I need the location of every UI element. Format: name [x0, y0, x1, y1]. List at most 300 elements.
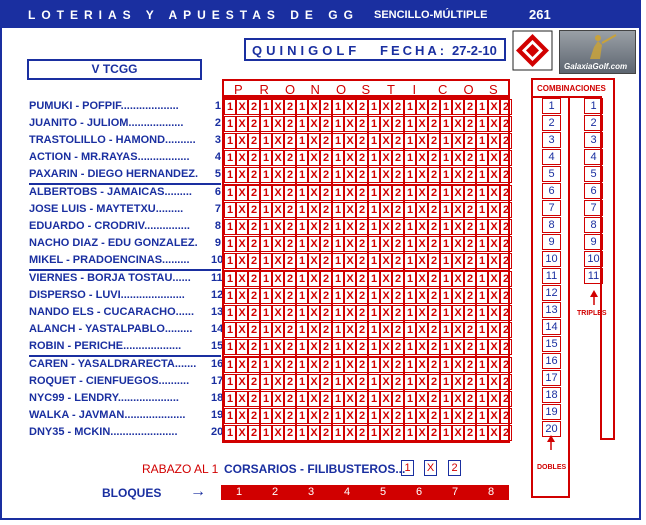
prediction-cell[interactable]: X — [452, 391, 464, 407]
prediction-cell[interactable]: X — [452, 99, 464, 115]
prediction-cell[interactable]: 1 — [440, 357, 452, 373]
prediction-cell[interactable]: X — [488, 374, 500, 390]
prediction-cell[interactable]: 1 — [260, 116, 272, 132]
prediction-cell[interactable]: 1 — [332, 219, 344, 235]
prediction-cell[interactable]: 2 — [320, 116, 332, 132]
dobles-box[interactable]: 15 — [542, 336, 561, 352]
prediction-cell[interactable]: 1 — [440, 99, 452, 115]
prediction-cell[interactable]: 2 — [320, 219, 332, 235]
prediction-cell[interactable]: X — [308, 133, 320, 149]
prediction-cell[interactable]: 2 — [392, 167, 404, 183]
prediction-cell[interactable]: X — [488, 150, 500, 166]
prediction-cell[interactable]: 1 — [296, 288, 308, 304]
rabazo-option-x[interactable]: X — [424, 460, 437, 476]
prediction-cell[interactable]: 1 — [224, 167, 236, 183]
prediction-cell[interactable]: 2 — [356, 99, 368, 115]
prediction-cell[interactable]: 1 — [224, 374, 236, 390]
prediction-cell[interactable]: 1 — [440, 425, 452, 441]
prediction-cell[interactable]: 2 — [356, 288, 368, 304]
prediction-cell[interactable]: 1 — [404, 116, 416, 132]
prediction-cell[interactable]: 1 — [260, 185, 272, 201]
dobles-box[interactable]: 19 — [542, 404, 561, 420]
prediction-cell[interactable]: 1 — [260, 305, 272, 321]
prediction-cell[interactable]: 2 — [428, 374, 440, 390]
prediction-cell[interactable]: X — [452, 305, 464, 321]
prediction-cell[interactable]: X — [272, 288, 284, 304]
prediction-cell[interactable]: 2 — [500, 99, 512, 115]
prediction-cell[interactable]: X — [236, 150, 248, 166]
prediction-cell[interactable]: X — [488, 202, 500, 218]
prediction-cell[interactable]: 2 — [320, 167, 332, 183]
prediction-cell[interactable]: 1 — [224, 271, 236, 287]
prediction-cell[interactable]: 2 — [428, 408, 440, 424]
dobles-box[interactable]: 6 — [542, 183, 561, 199]
prediction-cell[interactable]: 2 — [392, 339, 404, 355]
prediction-cell[interactable]: 2 — [356, 253, 368, 269]
prediction-cell[interactable]: X — [488, 357, 500, 373]
prediction-cell[interactable]: X — [452, 219, 464, 235]
prediction-cell[interactable]: 1 — [296, 391, 308, 407]
prediction-cell[interactable]: 2 — [392, 202, 404, 218]
prediction-cell[interactable]: 2 — [356, 219, 368, 235]
prediction-cell[interactable]: X — [344, 253, 356, 269]
prediction-cell[interactable]: 2 — [284, 322, 296, 338]
prediction-cell[interactable]: 2 — [500, 322, 512, 338]
prediction-cell[interactable]: X — [272, 116, 284, 132]
prediction-cell[interactable]: 2 — [356, 202, 368, 218]
prediction-cell[interactable]: 2 — [284, 374, 296, 390]
prediction-cell[interactable]: 1 — [332, 202, 344, 218]
rabazo-option-1[interactable]: 1 — [401, 460, 414, 476]
prediction-cell[interactable]: 1 — [476, 305, 488, 321]
prediction-cell[interactable]: 2 — [320, 271, 332, 287]
prediction-cell[interactable]: 2 — [428, 236, 440, 252]
prediction-cell[interactable]: 2 — [464, 202, 476, 218]
prediction-cell[interactable]: 2 — [320, 357, 332, 373]
prediction-cell[interactable]: 1 — [440, 219, 452, 235]
prediction-cell[interactable]: 2 — [284, 219, 296, 235]
prediction-cell[interactable]: 1 — [476, 425, 488, 441]
prediction-cell[interactable]: 1 — [440, 167, 452, 183]
prediction-cell[interactable]: 1 — [368, 374, 380, 390]
prediction-cell[interactable]: X — [272, 150, 284, 166]
prediction-cell[interactable]: 2 — [248, 391, 260, 407]
prediction-cell[interactable]: X — [452, 374, 464, 390]
prediction-cell[interactable]: 2 — [320, 425, 332, 441]
prediction-cell[interactable]: 1 — [476, 339, 488, 355]
prediction-cell[interactable]: 1 — [260, 288, 272, 304]
prediction-cell[interactable]: 2 — [248, 185, 260, 201]
prediction-cell[interactable]: 2 — [356, 425, 368, 441]
prediction-cell[interactable]: 2 — [248, 202, 260, 218]
prediction-cell[interactable]: 2 — [428, 339, 440, 355]
prediction-cell[interactable]: 2 — [428, 288, 440, 304]
prediction-cell[interactable]: 2 — [500, 408, 512, 424]
prediction-cell[interactable]: X — [452, 288, 464, 304]
prediction-cell[interactable]: X — [272, 99, 284, 115]
prediction-cell[interactable]: 1 — [296, 305, 308, 321]
prediction-cell[interactable]: X — [272, 357, 284, 373]
prediction-cell[interactable]: 1 — [224, 305, 236, 321]
prediction-cell[interactable]: X — [236, 253, 248, 269]
prediction-cell[interactable]: 2 — [392, 236, 404, 252]
prediction-cell[interactable]: 2 — [500, 202, 512, 218]
prediction-cell[interactable]: 1 — [296, 271, 308, 287]
prediction-cell[interactable]: 1 — [440, 374, 452, 390]
prediction-cell[interactable]: 1 — [224, 425, 236, 441]
prediction-cell[interactable]: 1 — [368, 116, 380, 132]
prediction-cell[interactable]: 1 — [404, 357, 416, 373]
prediction-cell[interactable]: 1 — [332, 167, 344, 183]
prediction-cell[interactable]: 2 — [320, 408, 332, 424]
prediction-cell[interactable]: 1 — [476, 408, 488, 424]
triples-box[interactable]: 5 — [584, 166, 603, 182]
prediction-cell[interactable]: 2 — [500, 150, 512, 166]
prediction-cell[interactable]: X — [452, 271, 464, 287]
prediction-cell[interactable]: 1 — [368, 305, 380, 321]
prediction-cell[interactable]: 2 — [464, 167, 476, 183]
prediction-cell[interactable]: X — [380, 253, 392, 269]
prediction-cell[interactable]: 2 — [356, 339, 368, 355]
prediction-cell[interactable]: 2 — [284, 133, 296, 149]
prediction-cell[interactable]: 2 — [320, 99, 332, 115]
prediction-cell[interactable]: 2 — [392, 116, 404, 132]
prediction-cell[interactable]: 1 — [224, 357, 236, 373]
prediction-cell[interactable]: 2 — [428, 322, 440, 338]
prediction-cell[interactable]: X — [308, 391, 320, 407]
triples-box[interactable]: 1 — [584, 98, 603, 114]
prediction-cell[interactable]: 2 — [320, 391, 332, 407]
prediction-cell[interactable]: 1 — [332, 408, 344, 424]
prediction-cell[interactable]: 2 — [392, 408, 404, 424]
prediction-cell[interactable]: 1 — [224, 99, 236, 115]
prediction-cell[interactable]: X — [452, 116, 464, 132]
prediction-cell[interactable]: X — [236, 425, 248, 441]
prediction-cell[interactable]: 1 — [476, 167, 488, 183]
prediction-cell[interactable]: 1 — [440, 408, 452, 424]
prediction-cell[interactable]: 1 — [476, 150, 488, 166]
prediction-cell[interactable]: 1 — [296, 133, 308, 149]
prediction-cell[interactable]: X — [488, 236, 500, 252]
prediction-cell[interactable]: X — [272, 236, 284, 252]
prediction-cell[interactable]: 2 — [428, 357, 440, 373]
prediction-cell[interactable]: X — [488, 99, 500, 115]
prediction-cell[interactable]: 1 — [404, 305, 416, 321]
prediction-cell[interactable]: 2 — [392, 150, 404, 166]
prediction-cell[interactable]: 1 — [368, 150, 380, 166]
prediction-cell[interactable]: 2 — [284, 339, 296, 355]
prediction-cell[interactable]: 1 — [332, 185, 344, 201]
prediction-cell[interactable]: X — [416, 408, 428, 424]
prediction-cell[interactable]: X — [452, 150, 464, 166]
prediction-cell[interactable]: X — [272, 202, 284, 218]
prediction-cell[interactable]: 1 — [332, 150, 344, 166]
prediction-cell[interactable]: X — [488, 219, 500, 235]
prediction-cell[interactable]: X — [344, 202, 356, 218]
bloque-button[interactable]: 8 — [473, 485, 509, 500]
prediction-cell[interactable]: 2 — [500, 167, 512, 183]
prediction-cell[interactable]: 2 — [428, 116, 440, 132]
prediction-cell[interactable]: X — [380, 408, 392, 424]
bloque-button[interactable]: 6 — [401, 485, 437, 500]
prediction-cell[interactable]: X — [488, 133, 500, 149]
prediction-cell[interactable]: 2 — [248, 357, 260, 373]
prediction-cell[interactable]: X — [272, 185, 284, 201]
prediction-cell[interactable]: 2 — [464, 408, 476, 424]
prediction-cell[interactable]: X — [236, 116, 248, 132]
prediction-cell[interactable]: 1 — [296, 425, 308, 441]
prediction-cell[interactable]: 2 — [428, 271, 440, 287]
prediction-cell[interactable]: 1 — [332, 339, 344, 355]
bloque-button[interactable]: 7 — [437, 485, 473, 500]
prediction-cell[interactable]: 1 — [476, 391, 488, 407]
prediction-cell[interactable]: X — [416, 236, 428, 252]
prediction-cell[interactable]: 2 — [320, 185, 332, 201]
prediction-cell[interactable]: 2 — [428, 219, 440, 235]
prediction-cell[interactable]: 1 — [260, 253, 272, 269]
prediction-cell[interactable]: X — [452, 185, 464, 201]
prediction-cell[interactable]: 1 — [332, 253, 344, 269]
prediction-cell[interactable]: 1 — [368, 322, 380, 338]
prediction-cell[interactable]: 1 — [440, 322, 452, 338]
prediction-cell[interactable]: X — [308, 150, 320, 166]
prediction-cell[interactable]: 2 — [428, 185, 440, 201]
triples-box[interactable]: 10 — [584, 251, 603, 267]
prediction-cell[interactable]: X — [344, 408, 356, 424]
prediction-cell[interactable]: 2 — [284, 185, 296, 201]
triples-box[interactable]: 6 — [584, 183, 603, 199]
prediction-cell[interactable]: 1 — [224, 408, 236, 424]
prediction-cell[interactable]: 2 — [392, 185, 404, 201]
prediction-cell[interactable]: 1 — [296, 374, 308, 390]
prediction-cell[interactable]: 2 — [464, 185, 476, 201]
prediction-cell[interactable]: X — [236, 408, 248, 424]
prediction-cell[interactable]: X — [308, 288, 320, 304]
prediction-cell[interactable]: 2 — [500, 185, 512, 201]
dobles-box[interactable]: 5 — [542, 166, 561, 182]
prediction-cell[interactable]: 1 — [440, 339, 452, 355]
prediction-cell[interactable]: 2 — [248, 408, 260, 424]
prediction-cell[interactable]: 1 — [404, 425, 416, 441]
prediction-cell[interactable]: 2 — [392, 271, 404, 287]
prediction-cell[interactable]: 1 — [332, 374, 344, 390]
prediction-cell[interactable]: 2 — [248, 305, 260, 321]
prediction-cell[interactable]: 2 — [464, 305, 476, 321]
prediction-cell[interactable]: 1 — [404, 374, 416, 390]
prediction-cell[interactable]: X — [272, 339, 284, 355]
prediction-cell[interactable]: 1 — [476, 116, 488, 132]
prediction-cell[interactable]: 1 — [296, 202, 308, 218]
prediction-cell[interactable]: 2 — [320, 305, 332, 321]
prediction-cell[interactable]: 1 — [224, 202, 236, 218]
prediction-cell[interactable]: 2 — [464, 339, 476, 355]
prediction-cell[interactable]: X — [416, 271, 428, 287]
prediction-cell[interactable]: 1 — [332, 236, 344, 252]
prediction-cell[interactable]: X — [308, 305, 320, 321]
prediction-cell[interactable]: 1 — [440, 271, 452, 287]
prediction-cell[interactable]: 1 — [260, 150, 272, 166]
prediction-cell[interactable]: X — [308, 202, 320, 218]
prediction-cell[interactable]: X — [452, 133, 464, 149]
prediction-cell[interactable]: X — [308, 408, 320, 424]
prediction-cell[interactable]: X — [416, 253, 428, 269]
prediction-cell[interactable]: X — [416, 339, 428, 355]
prediction-cell[interactable]: 1 — [332, 391, 344, 407]
prediction-cell[interactable]: X — [344, 374, 356, 390]
prediction-cell[interactable]: 1 — [260, 425, 272, 441]
bloque-button[interactable]: 2 — [257, 485, 293, 500]
triples-box[interactable]: 8 — [584, 217, 603, 233]
prediction-cell[interactable]: 1 — [224, 339, 236, 355]
prediction-cell[interactable]: X — [380, 374, 392, 390]
prediction-cell[interactable]: X — [236, 305, 248, 321]
prediction-cell[interactable]: 1 — [476, 185, 488, 201]
prediction-cell[interactable]: X — [416, 305, 428, 321]
prediction-cell[interactable]: X — [236, 185, 248, 201]
prediction-cell[interactable]: X — [488, 253, 500, 269]
prediction-cell[interactable]: 2 — [464, 425, 476, 441]
prediction-cell[interactable]: 2 — [464, 322, 476, 338]
prediction-cell[interactable]: 2 — [356, 133, 368, 149]
prediction-cell[interactable]: 2 — [356, 357, 368, 373]
prediction-cell[interactable]: 1 — [440, 150, 452, 166]
prediction-cell[interactable]: 1 — [440, 391, 452, 407]
prediction-cell[interactable]: 1 — [368, 202, 380, 218]
triples-box[interactable]: 9 — [584, 234, 603, 250]
prediction-cell[interactable]: X — [272, 219, 284, 235]
dobles-box[interactable]: 13 — [542, 302, 561, 318]
prediction-cell[interactable]: 2 — [356, 185, 368, 201]
prediction-cell[interactable]: 2 — [500, 236, 512, 252]
prediction-cell[interactable]: X — [380, 167, 392, 183]
prediction-cell[interactable]: X — [344, 236, 356, 252]
prediction-cell[interactable]: X — [272, 133, 284, 149]
prediction-cell[interactable]: 1 — [476, 253, 488, 269]
prediction-cell[interactable]: 2 — [500, 357, 512, 373]
prediction-cell[interactable]: 2 — [248, 150, 260, 166]
prediction-cell[interactable]: X — [416, 288, 428, 304]
prediction-cell[interactable]: X — [308, 253, 320, 269]
prediction-cell[interactable]: 1 — [476, 236, 488, 252]
prediction-cell[interactable]: 2 — [392, 357, 404, 373]
prediction-cell[interactable]: 2 — [248, 271, 260, 287]
dobles-box[interactable]: 14 — [542, 319, 561, 335]
prediction-cell[interactable]: 2 — [428, 167, 440, 183]
prediction-cell[interactable]: 1 — [260, 391, 272, 407]
dobles-box[interactable]: 20 — [542, 421, 561, 437]
prediction-cell[interactable]: X — [488, 185, 500, 201]
dobles-box[interactable]: 2 — [542, 115, 561, 131]
prediction-cell[interactable]: X — [416, 202, 428, 218]
prediction-cell[interactable]: 2 — [284, 391, 296, 407]
prediction-cell[interactable]: X — [380, 322, 392, 338]
prediction-cell[interactable]: 2 — [248, 339, 260, 355]
prediction-cell[interactable]: X — [236, 391, 248, 407]
prediction-cell[interactable]: X — [308, 322, 320, 338]
prediction-cell[interactable]: 2 — [248, 425, 260, 441]
prediction-cell[interactable]: 2 — [284, 150, 296, 166]
prediction-cell[interactable]: 2 — [392, 305, 404, 321]
prediction-cell[interactable]: X — [344, 425, 356, 441]
bloque-button[interactable]: 3 — [293, 485, 329, 500]
prediction-cell[interactable]: X — [452, 339, 464, 355]
prediction-cell[interactable]: 2 — [464, 357, 476, 373]
prediction-cell[interactable]: 1 — [224, 322, 236, 338]
prediction-cell[interactable]: 1 — [224, 219, 236, 235]
prediction-cell[interactable]: 2 — [428, 305, 440, 321]
prediction-cell[interactable]: X — [236, 219, 248, 235]
dobles-box[interactable]: 4 — [542, 149, 561, 165]
prediction-cell[interactable]: 1 — [296, 322, 308, 338]
prediction-cell[interactable]: X — [452, 167, 464, 183]
prediction-cell[interactable]: X — [344, 133, 356, 149]
prediction-cell[interactable]: X — [488, 322, 500, 338]
prediction-cell[interactable]: 1 — [368, 339, 380, 355]
prediction-cell[interactable]: 2 — [356, 150, 368, 166]
prediction-cell[interactable]: 2 — [284, 408, 296, 424]
prediction-cell[interactable]: 1 — [260, 219, 272, 235]
prediction-cell[interactable]: 1 — [476, 202, 488, 218]
prediction-cell[interactable]: X — [380, 271, 392, 287]
prediction-cell[interactable]: 1 — [260, 202, 272, 218]
prediction-cell[interactable]: 2 — [392, 99, 404, 115]
prediction-cell[interactable]: 1 — [332, 357, 344, 373]
prediction-cell[interactable]: 1 — [332, 288, 344, 304]
prediction-cell[interactable]: X — [308, 425, 320, 441]
prediction-cell[interactable]: X — [272, 391, 284, 407]
prediction-cell[interactable]: 1 — [404, 185, 416, 201]
prediction-cell[interactable]: X — [488, 288, 500, 304]
prediction-cell[interactable]: X — [380, 116, 392, 132]
prediction-cell[interactable]: 1 — [476, 271, 488, 287]
prediction-cell[interactable]: 1 — [404, 133, 416, 149]
prediction-cell[interactable]: 1 — [368, 391, 380, 407]
prediction-cell[interactable]: 2 — [464, 271, 476, 287]
prediction-cell[interactable]: X — [488, 339, 500, 355]
prediction-cell[interactable]: 2 — [500, 253, 512, 269]
prediction-cell[interactable]: X — [344, 150, 356, 166]
prediction-cell[interactable]: 1 — [332, 116, 344, 132]
prediction-cell[interactable]: 2 — [464, 288, 476, 304]
prediction-cell[interactable]: 2 — [428, 253, 440, 269]
prediction-cell[interactable]: 2 — [284, 305, 296, 321]
prediction-cell[interactable]: X — [272, 425, 284, 441]
prediction-cell[interactable]: 2 — [320, 288, 332, 304]
prediction-cell[interactable]: X — [416, 322, 428, 338]
prediction-cell[interactable]: X — [272, 253, 284, 269]
prediction-cell[interactable]: X — [236, 236, 248, 252]
prediction-cell[interactable]: X — [308, 271, 320, 287]
prediction-cell[interactable]: 1 — [224, 150, 236, 166]
prediction-cell[interactable]: 1 — [296, 116, 308, 132]
prediction-cell[interactable]: 1 — [224, 236, 236, 252]
prediction-cell[interactable]: 2 — [248, 167, 260, 183]
prediction-cell[interactable]: 1 — [404, 167, 416, 183]
prediction-cell[interactable]: 2 — [320, 253, 332, 269]
prediction-cell[interactable]: 2 — [320, 339, 332, 355]
prediction-cell[interactable]: 2 — [248, 374, 260, 390]
prediction-cell[interactable]: 1 — [404, 150, 416, 166]
prediction-cell[interactable]: 2 — [356, 236, 368, 252]
prediction-cell[interactable]: 1 — [440, 288, 452, 304]
prediction-cell[interactable]: 2 — [284, 425, 296, 441]
prediction-cell[interactable]: 2 — [464, 253, 476, 269]
prediction-cell[interactable]: X — [308, 357, 320, 373]
prediction-cell[interactable]: 1 — [440, 202, 452, 218]
triples-box[interactable]: 11 — [584, 268, 603, 284]
prediction-cell[interactable]: 1 — [440, 185, 452, 201]
prediction-cell[interactable]: 1 — [404, 202, 416, 218]
